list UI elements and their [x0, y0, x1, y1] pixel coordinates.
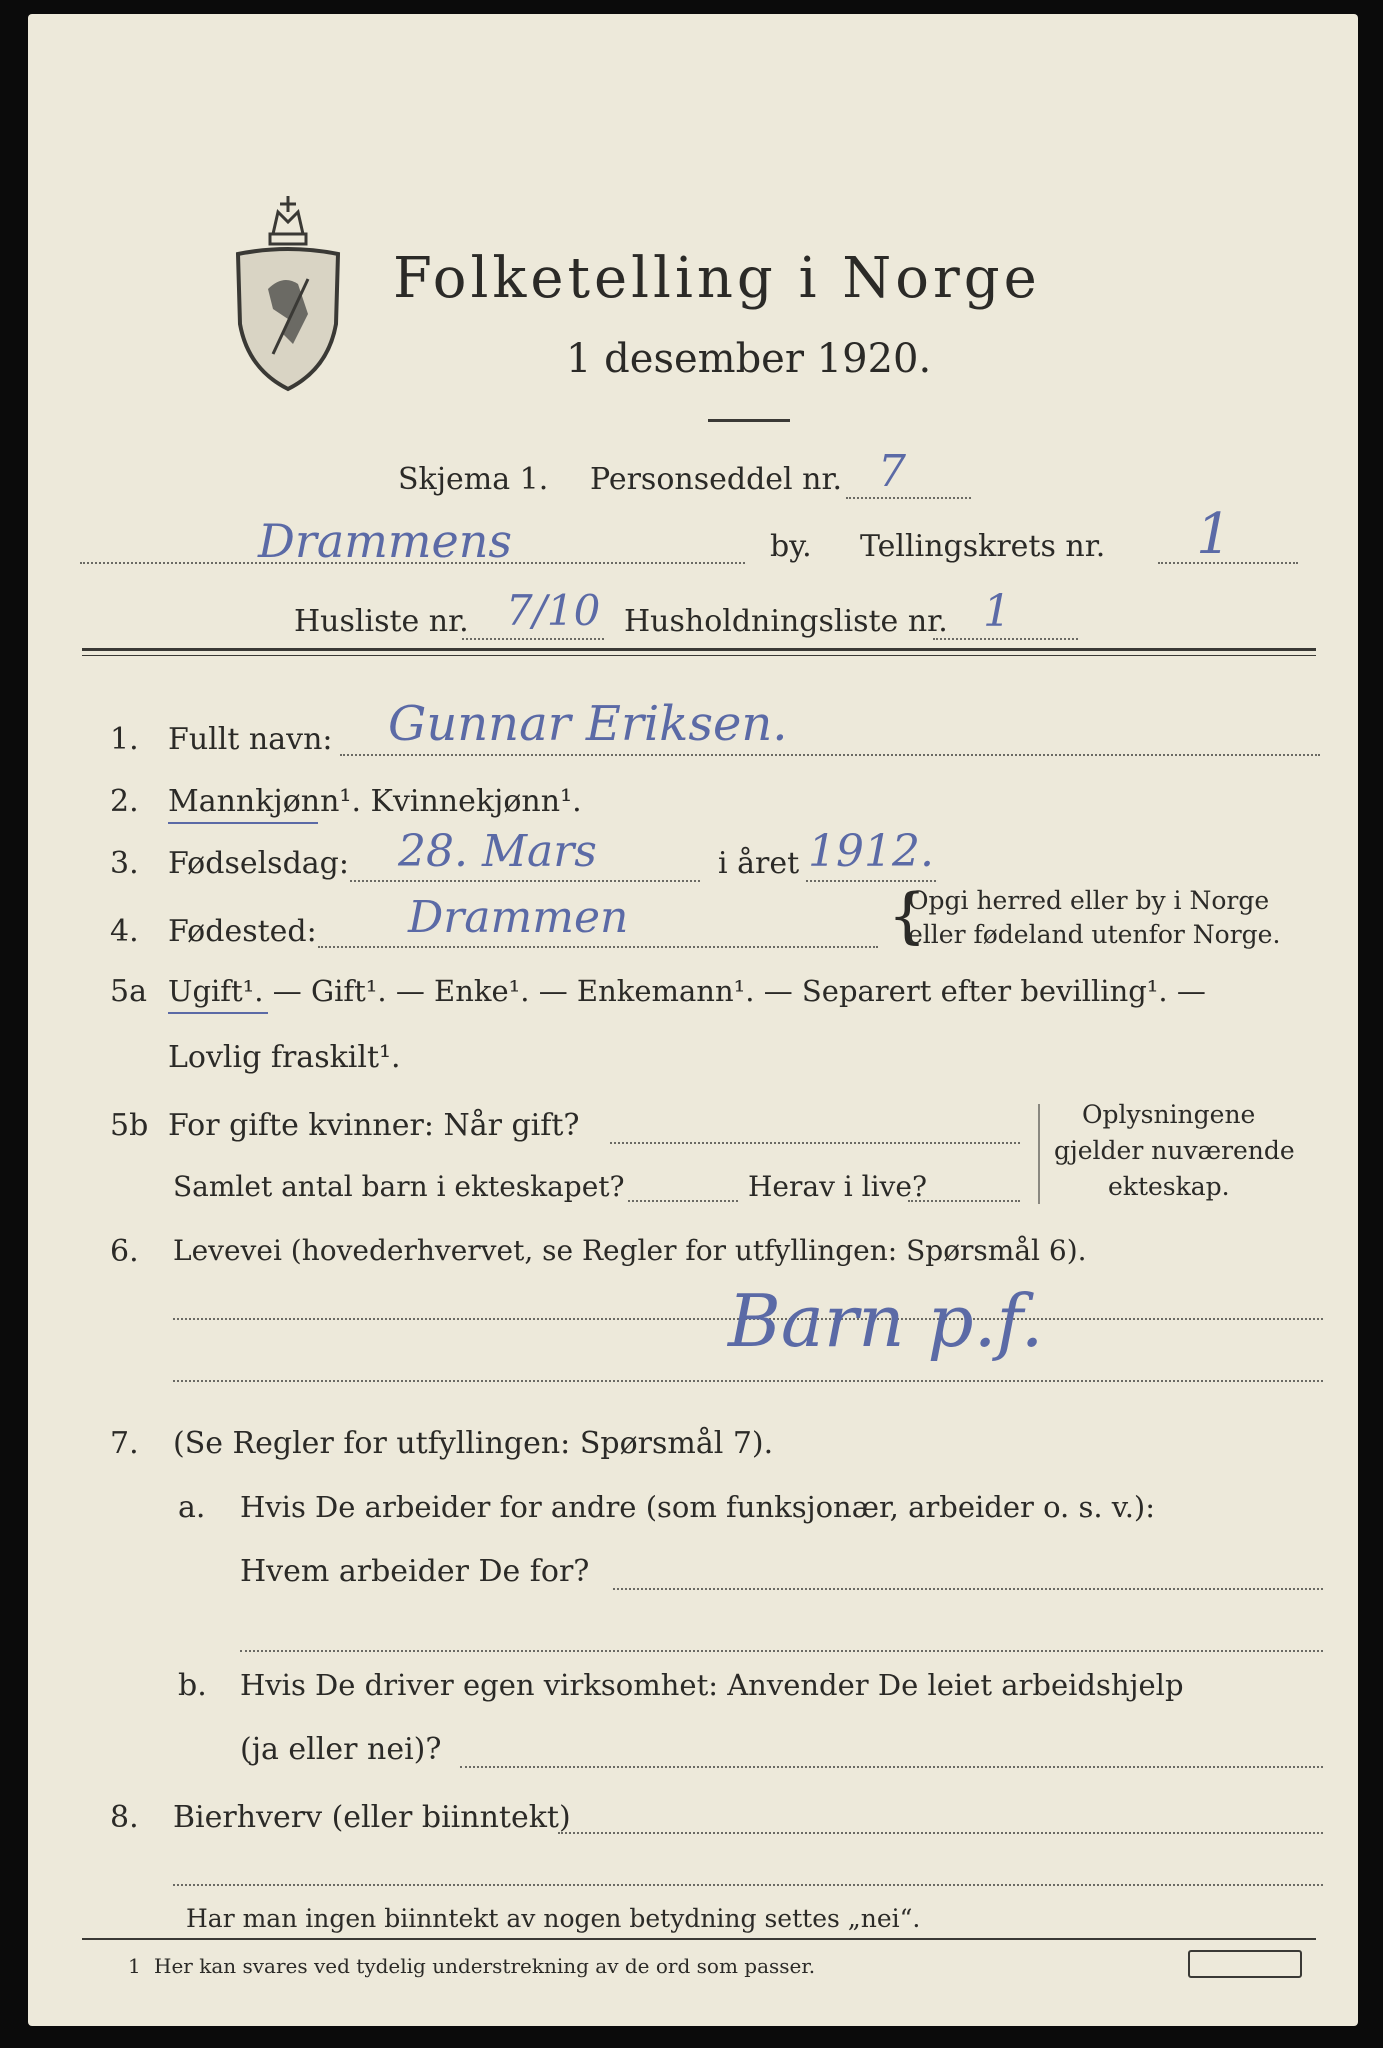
q5a-line-1: Ugift¹. — Gift¹. — Enke¹. — Enkemann¹. — Separert efter bevilling¹. —	[168, 974, 1206, 1008]
q8-label: Bierhverv (eller biinntekt)	[173, 1800, 571, 1835]
q4-label: Fødested:	[168, 914, 317, 949]
husliste-value: 7/10	[506, 586, 601, 635]
q7-number: 7.	[110, 1426, 139, 1461]
q5b-note-1: Oplysningene	[1082, 1100, 1256, 1129]
q1-number: 1.	[110, 722, 139, 757]
q5b-alive-label: Herav i live?	[748, 1170, 927, 1203]
q7b-line	[460, 1766, 1323, 1768]
q1-label: Fullt navn:	[168, 722, 333, 757]
q5b-children-label: Samlet antal barn i ekteskapet?	[173, 1170, 625, 1203]
tellingskrets-label: Tellingskrets nr.	[860, 529, 1106, 564]
husliste-line	[462, 638, 604, 640]
q5b-when-line	[610, 1142, 1020, 1144]
q3-year-label: i året	[718, 846, 800, 881]
q1-line	[340, 754, 1320, 756]
q5b-note-2: gjelder nuværende	[1054, 1136, 1295, 1165]
husholdning-value: 1	[983, 586, 1011, 637]
q3-value: 28. Mars	[398, 826, 597, 877]
q2-number: 2.	[110, 784, 139, 819]
q4-note-1: Opgi herred eller by i Norge	[908, 886, 1270, 915]
q2-label: Mannkjønn¹. Kvinnekjønn¹.	[168, 784, 582, 819]
q4-line	[318, 946, 878, 948]
q6-line-2	[173, 1380, 1323, 1382]
personseddel-value: 7	[878, 446, 906, 497]
census-date: 1 desember 1920.	[566, 336, 932, 382]
header-rule-thin	[82, 655, 1316, 656]
city-value: Drammens	[258, 514, 512, 568]
q4-brace: {	[888, 881, 927, 951]
schema-label: Skjema 1.	[398, 462, 549, 497]
q7a-sub: Hvem arbeider De for?	[240, 1554, 590, 1589]
header-rule	[82, 648, 1316, 651]
q5b-number: 5b	[110, 1108, 149, 1143]
footnote-text: Her kan svares ved tydelig understrekning av de ord som passer.	[154, 1954, 816, 1978]
q7b-letter: b.	[178, 1668, 207, 1703]
q7a-letter: a.	[178, 1490, 206, 1525]
q6-number: 6.	[110, 1234, 139, 1269]
personseddel-label: Personseddel nr.	[590, 462, 843, 497]
q7a-line-1	[613, 1588, 1323, 1590]
q8-line-2	[173, 1884, 1323, 1886]
personseddel-line	[846, 497, 971, 499]
husholdning-label: Husholdningsliste nr.	[624, 604, 948, 639]
form-title: Folketelling i Norge	[393, 246, 1041, 311]
q7a-label: Hvis De arbeider for andre (som funksjonær, arbeider o. s. v.):	[240, 1490, 1156, 1524]
q6-value: Barn p.f.	[728, 1279, 1044, 1363]
q7b-sub: (ja eller nei)?	[240, 1732, 442, 1767]
q5a-line-2: Lovlig fraskilt¹.	[168, 1040, 401, 1075]
q8-line-1	[558, 1832, 1323, 1834]
q7-label: (Se Regler for utfyllingen: Spørsmål 7).	[173, 1426, 774, 1461]
husliste-label: Husliste nr.	[294, 604, 469, 639]
footnote-rule	[82, 1938, 1316, 1940]
census-form	[28, 14, 1358, 2026]
q3-line	[350, 880, 700, 882]
q2-underline-mark	[168, 822, 318, 824]
q4-note-2: eller fødeland utenfor Norge.	[908, 920, 1281, 949]
coat-of-arms-icon	[228, 194, 348, 394]
q3-label: Fødselsdag:	[168, 846, 349, 881]
q4-value: Drammen	[408, 892, 629, 943]
q5b-divider	[1038, 1104, 1040, 1204]
q4-number: 4.	[110, 914, 139, 949]
printer-stamp	[1188, 1950, 1302, 1978]
q5b-children-line	[628, 1200, 738, 1202]
q7b-label: Hvis De driver egen virksomhet: Anvender De leiet arbeidshjelp	[240, 1668, 1184, 1702]
q7a-line-2	[240, 1650, 1323, 1652]
q5b-note-3: ekteskap.	[1108, 1172, 1230, 1201]
q5a-underline-mark	[168, 1012, 268, 1014]
q5b-label: For gifte kvinner: Når gift?	[168, 1108, 580, 1143]
q5a-number: 5a	[110, 974, 147, 1009]
title-divider	[708, 419, 790, 422]
q1-value: Gunnar Eriksen.	[388, 696, 788, 752]
by-label: by.	[770, 529, 812, 564]
q6-label: Levevei (hovederhvervet, se Regler for utfyllingen: Spørsmål 6).	[173, 1234, 1087, 1267]
q8-note: Har man ingen biinntekt av nogen betydning settes „nei“.	[186, 1904, 921, 1933]
q3-year-value: 1912.	[808, 826, 934, 877]
q8-number: 8.	[110, 1800, 139, 1835]
q5b-alive-line	[908, 1200, 1020, 1202]
q3-number: 3.	[110, 846, 139, 881]
husholdning-line	[933, 638, 1078, 640]
footnote-number: 1	[128, 1954, 141, 1978]
tellingskrets-value: 1	[1196, 502, 1232, 567]
